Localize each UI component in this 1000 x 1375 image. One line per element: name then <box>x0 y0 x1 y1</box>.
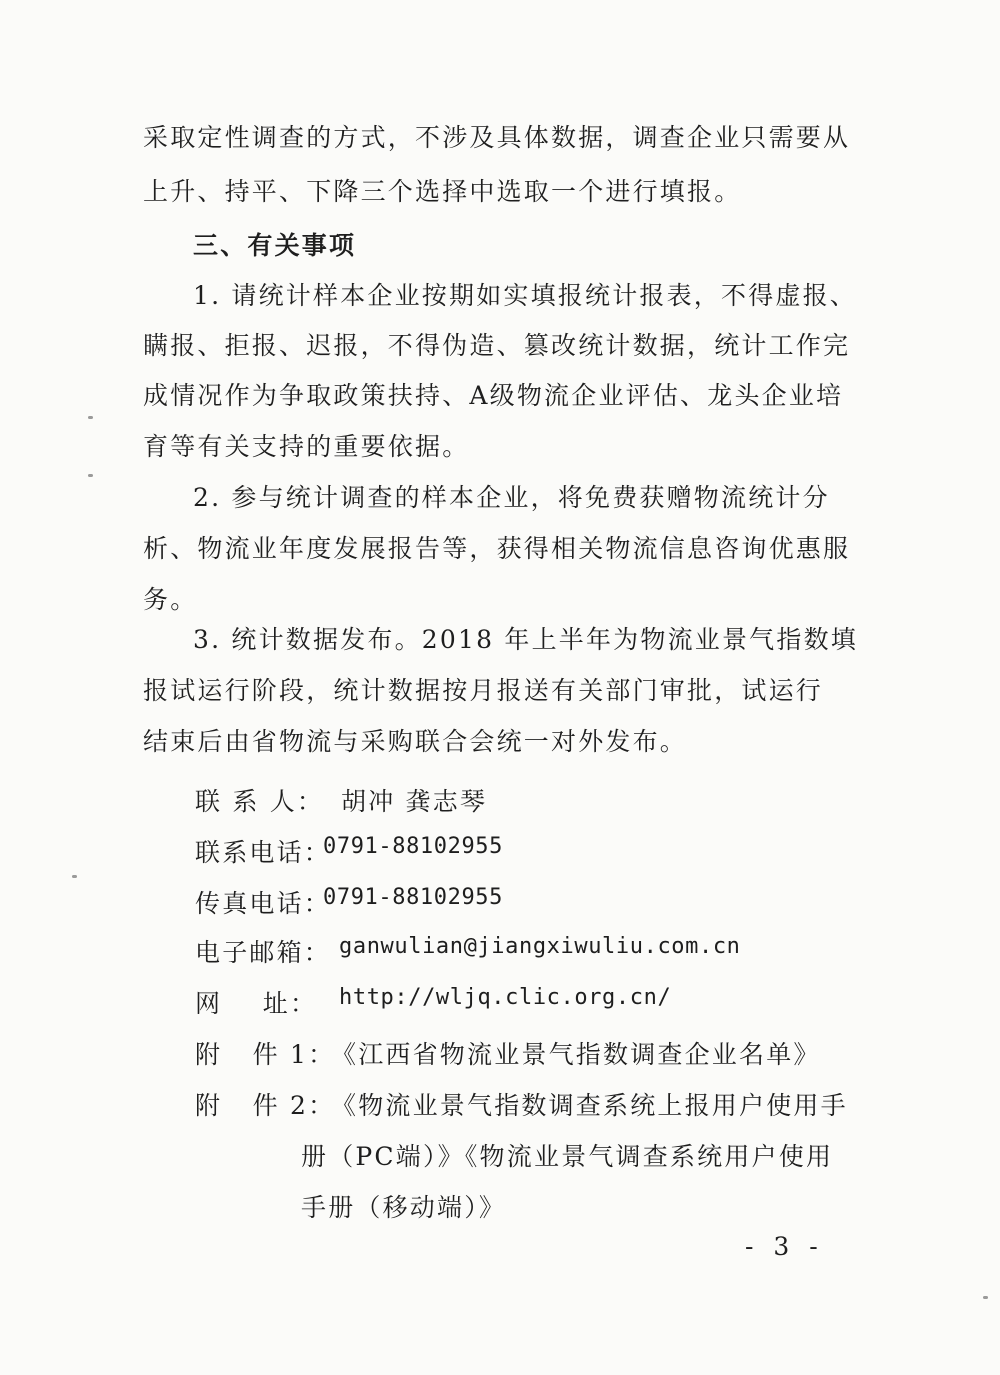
scan-mark <box>983 1296 988 1299</box>
paragraph-line: 采取定性调查的方式，不涉及具体数据，调查企业只需要从 <box>143 123 851 152</box>
paragraph-line: 上升、持平、下降三个选择中选取一个进行填报。 <box>143 177 742 206</box>
body-text <box>143 0 858 1375</box>
contact-person-value: 胡冲 龚志琴 <box>341 787 488 816</box>
section-heading: 三、有关事项 <box>193 231 357 260</box>
attachment1-label: 附 件 1： <box>195 1040 336 1069</box>
scan-mark <box>72 875 77 878</box>
email-value: ganwulian@jiangxiwuliu.com.cn <box>339 934 741 959</box>
attachment1-value: 《江西省物流业景气指数调查企业名单》 <box>331 1040 821 1069</box>
paragraph-line: 务。 <box>143 585 198 614</box>
phone-value: 0791-88102955 <box>323 834 503 859</box>
fax-label: 传真电话： <box>195 889 332 918</box>
fax-value: 0791-88102955 <box>323 885 503 910</box>
paragraph-line: 1. 请统计样本企业按期如实填报统计报表，不得虚报、 <box>193 281 858 310</box>
attachment2-label: 附 件 2： <box>195 1091 336 1120</box>
phone-label: 联系电话： <box>195 838 332 867</box>
paragraph-line: 析、物流业年度发展报告等，获得相关物流信息咨询优惠服 <box>143 534 851 563</box>
paragraph-line: 瞒报、拒报、迟报，不得伪造、篡改统计数据，统计工作完 <box>143 331 851 360</box>
paragraph-line: 成情况作为争取政策扶持、A级物流企业评估、龙头企业培 <box>143 381 844 410</box>
paragraph-line: 结束后由省物流与采购联合会统一对外发布。 <box>143 727 688 756</box>
email-label: 电子邮箱： <box>195 938 332 967</box>
paragraph-line: 3. 统计数据发布。2018 年上半年为物流业景气指数填 <box>193 625 858 654</box>
contact-person-label: 联 系 人： <box>195 787 325 816</box>
paragraph-line: 育等有关支持的重要依据。 <box>143 432 470 461</box>
scan-mark <box>88 474 93 477</box>
attachment2-line: 《物流业景气指数调查系统上报用户使用手 <box>331 1091 848 1120</box>
page-number: - 3 - <box>745 1232 824 1261</box>
scan-mark <box>88 416 93 419</box>
website-value: http://wljq.clic.org.cn/ <box>339 985 672 1010</box>
website-label: 网 址： <box>195 989 318 1018</box>
attachment2-line: 册（PC端）》《物流业景气调查系统用户使用 <box>301 1142 834 1171</box>
attachment2-line: 手册（移动端）》 <box>301 1193 507 1222</box>
paragraph-line: 2. 参与统计调查的样本企业，将免费获赠物流统计分 <box>193 483 830 512</box>
paragraph-line: 报试运行阶段，统计数据按月报送有关部门审批，试运行 <box>143 676 824 705</box>
